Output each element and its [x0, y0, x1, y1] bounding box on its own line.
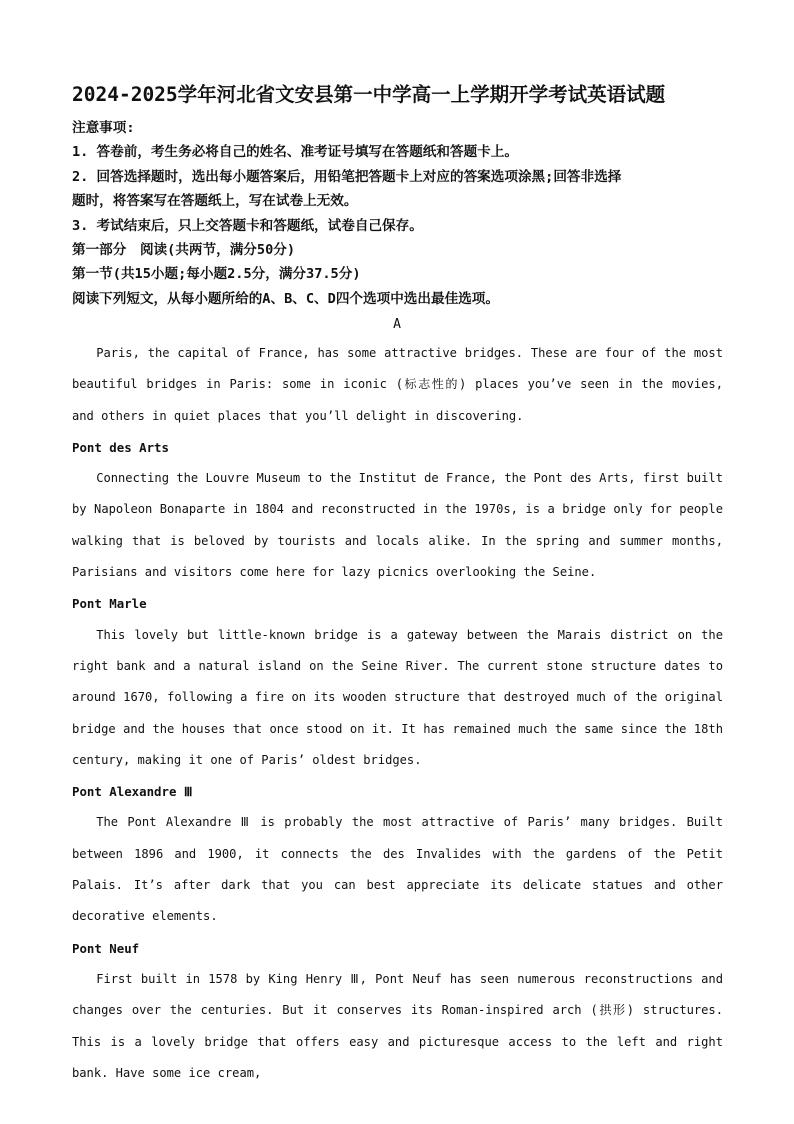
bridge-text-pont-alexandre: The Pont Alexandre Ⅲ is probably the most attractive of Paris’ many bridges. Built between 1896 and 1900, it connects the des Invalides with the gardens of the Petit Palais. It’s after dark that you can best appreciate its delicate statues and other decorative elements.: [72, 815, 723, 924]
part-one-heading: 第一部分 阅读(共两节，满分50分): [72, 242, 296, 259]
bridge-heading-pont-des-arts: Pont des Arts: [72, 439, 169, 455]
bridge-text-pont-marle: This lovely but little-known bridge is a gateway between the Marais district on the right bank and a natural island on the Seine River. The current stone structure dates to around 1670, following a fire on its wooden structure that destroyed much of the original bridge and the houses that once stood on it. It has remained much the same since the 18th century, making it one of Paris’ oldest bridges.: [72, 627, 723, 767]
bridge-text-pont-neuf: First built in 1578 by King Henry Ⅲ, Pont Neuf has seen numerous reconstructions and changes over the centuries. But it conserves its Roman-inspired arch (拱形) structures. This is a lovely bridge that offers easy and picturesque access to the left and right bank. Have some ice cream,: [72, 971, 723, 1080]
notice-block: [72, 116, 732, 311]
notice-heading: 注意事项:: [72, 120, 135, 136]
notice-item-2-cont: 题时，将答案写在答题纸上，写在试卷上无效。: [72, 193, 358, 210]
section-one-heading: 第一节(共15小题;每小题2.5分，满分37.5分): [72, 266, 361, 283]
exam-title: 2024-2025学年河北省文安县第一中学高一上学期开学考试英语试题: [72, 83, 666, 106]
notice-item-1: 1. 答卷前，考生务必将自己的姓名、准考证号填写在答题纸和答题卡上。: [72, 144, 518, 161]
notice-item-2: 2. 回答选择题时，选出每小题答案后，用铅笔把答题卡上对应的答案选项涂黑;回答非选择: [72, 168, 622, 185]
passage-letter: A: [393, 317, 401, 332]
notice-item-3: 3. 考试结束后，只上交答题卡和答题纸，试卷自己保存。: [72, 217, 423, 234]
bridge-heading-pont-marle: Pont Marle: [72, 596, 147, 612]
reading-passage: [72, 338, 723, 1089]
bridge-heading-pont-neuf: Pont Neuf: [72, 940, 140, 956]
bridge-text-pont-des-arts: Connecting the Louvre Museum to the Institut de France, the Pont des Arts, first built by Napoleon Bonaparte in 1804 and reconstructed in the 1970s, is a bridge only for people walking that is beloved by tourists and locals alike. In the spring and summer months, Parisians and visitors come here for lazy picnics overlooking the Seine.: [72, 471, 723, 580]
passage-intro: Paris, the capital of France, has some attractive bridges. These are four of the most beautiful bridges in Paris: some in iconic (标志性的) places you’ve seen in the movies, and others in quiet places that you’ll delight in discovering.: [72, 346, 723, 423]
bridge-heading-pont-alexandre: Pont Alexandre Ⅲ: [72, 784, 193, 800]
reading-instruction: 阅读下列短文，从每小题所给的A、B、C、D四个选项中选出最佳选项。: [72, 290, 499, 307]
